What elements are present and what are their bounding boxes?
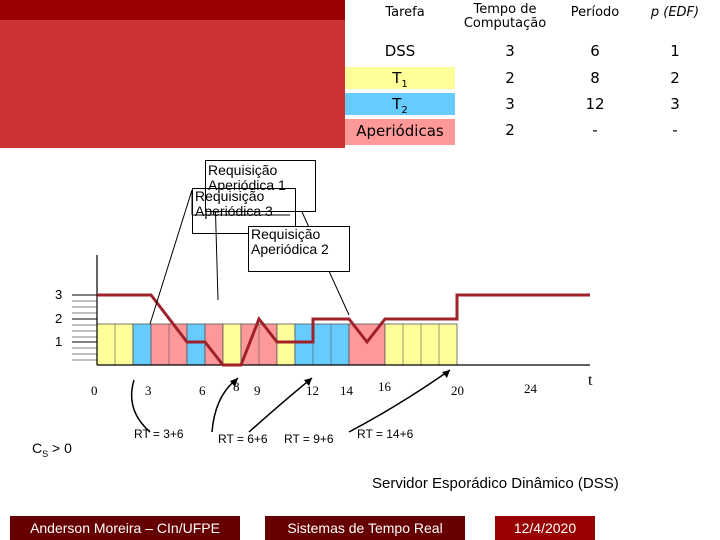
row-dss-c: 3	[505, 42, 515, 60]
rt-label-3	[284, 432, 334, 446]
footer-author: Anderson Moreira – CIn/UFPE	[10, 516, 240, 540]
pointer-req3	[150, 190, 192, 324]
bar-t1-8-9	[223, 324, 241, 365]
cs-label-suffix: > 0	[48, 440, 72, 456]
rt-label-2-text: RT = 6+6	[218, 432, 268, 446]
schedule-bars	[97, 324, 457, 365]
x-label-0: 0	[91, 383, 98, 398]
callout-req2-line2: Aperiódica 2	[251, 241, 329, 257]
x-label-14: 14	[340, 383, 353, 398]
row-t2-c: 3	[505, 95, 515, 113]
x-label-16: 16	[378, 379, 391, 394]
cs-label	[32, 440, 72, 459]
x-label-24: 24	[524, 381, 537, 396]
bar-t1-11-12	[277, 324, 295, 365]
header-tarefa: Tarefa	[385, 5, 425, 20]
row-t1-prio: 2	[670, 69, 680, 87]
callout-req2-line1: Requisição	[251, 226, 321, 242]
callout-req2	[248, 226, 350, 272]
row-aper-c: 2	[505, 121, 515, 139]
rt-label-4	[357, 427, 413, 441]
y-label-3: 3	[55, 287, 63, 302]
cs-label-main: C	[32, 440, 43, 456]
x-label-20: 20	[451, 383, 464, 398]
header-prioridade: p (EDF)	[650, 5, 700, 20]
row-t1-p: 8	[590, 69, 600, 87]
bar-t2-12-14	[295, 324, 349, 365]
callout-req3-line2: Aperiódica 3	[195, 203, 273, 219]
header-computacao-line1: Tempo de	[473, 2, 537, 17]
y-label-1: 1	[55, 334, 63, 349]
row-t1-label: T	[392, 69, 402, 87]
row-dss-name: DSS	[384, 42, 416, 60]
header-computacao-line2: Computação	[463, 16, 547, 31]
rt-label-3-text: RT = 9+6	[284, 432, 334, 446]
row-aper-p: -	[592, 121, 598, 139]
row-t2-p: 12	[585, 95, 605, 113]
row-dss-prio: 1	[670, 42, 680, 60]
footer-date: 12/4/2020	[495, 516, 595, 540]
x-label-9: 9	[254, 383, 261, 398]
y-label-2: 2	[55, 311, 63, 326]
row-t1-sub: 1	[401, 79, 408, 90]
row-t2-prio: 3	[670, 95, 680, 113]
row-aper-prio: -	[672, 121, 678, 139]
rt-label-2	[218, 432, 268, 446]
row-t2-label: T	[392, 95, 402, 113]
bar-t2-3-6	[133, 324, 151, 365]
x-label-8: 8	[233, 379, 240, 394]
arrow-rt-4	[349, 370, 450, 432]
x-label-6: 6	[199, 383, 206, 398]
x-label-3: 3	[145, 383, 152, 398]
header-periodo: Período	[570, 5, 620, 20]
row-t2-sub: 2	[401, 105, 408, 116]
row-t1-c: 2	[505, 69, 515, 87]
rt-label-4-text: RT = 14+6	[357, 427, 414, 441]
row-aper-name: Aperiódicas	[345, 119, 455, 145]
rt-label-1-text: RT = 3+6	[134, 427, 184, 441]
bar-t2-6-8	[187, 324, 205, 365]
x-label-t: t	[588, 372, 593, 389]
callout-req3-line1: Requisição	[195, 188, 265, 204]
x-label-12: 12	[306, 383, 319, 398]
row-dss-p: 6	[590, 42, 600, 60]
footer-course: Sistemas de Tempo Real	[265, 516, 465, 540]
rt-label-1	[134, 427, 184, 441]
callout-req1-line2: Aperiódica 1	[208, 177, 286, 193]
cs-label-sub: S	[42, 448, 49, 459]
bar-aper-14-16	[349, 324, 385, 365]
diagram-caption: Servidor Esporádico Dinâmico (DSS)	[372, 475, 619, 492]
callout-req1-line1: Requisição	[208, 162, 278, 178]
